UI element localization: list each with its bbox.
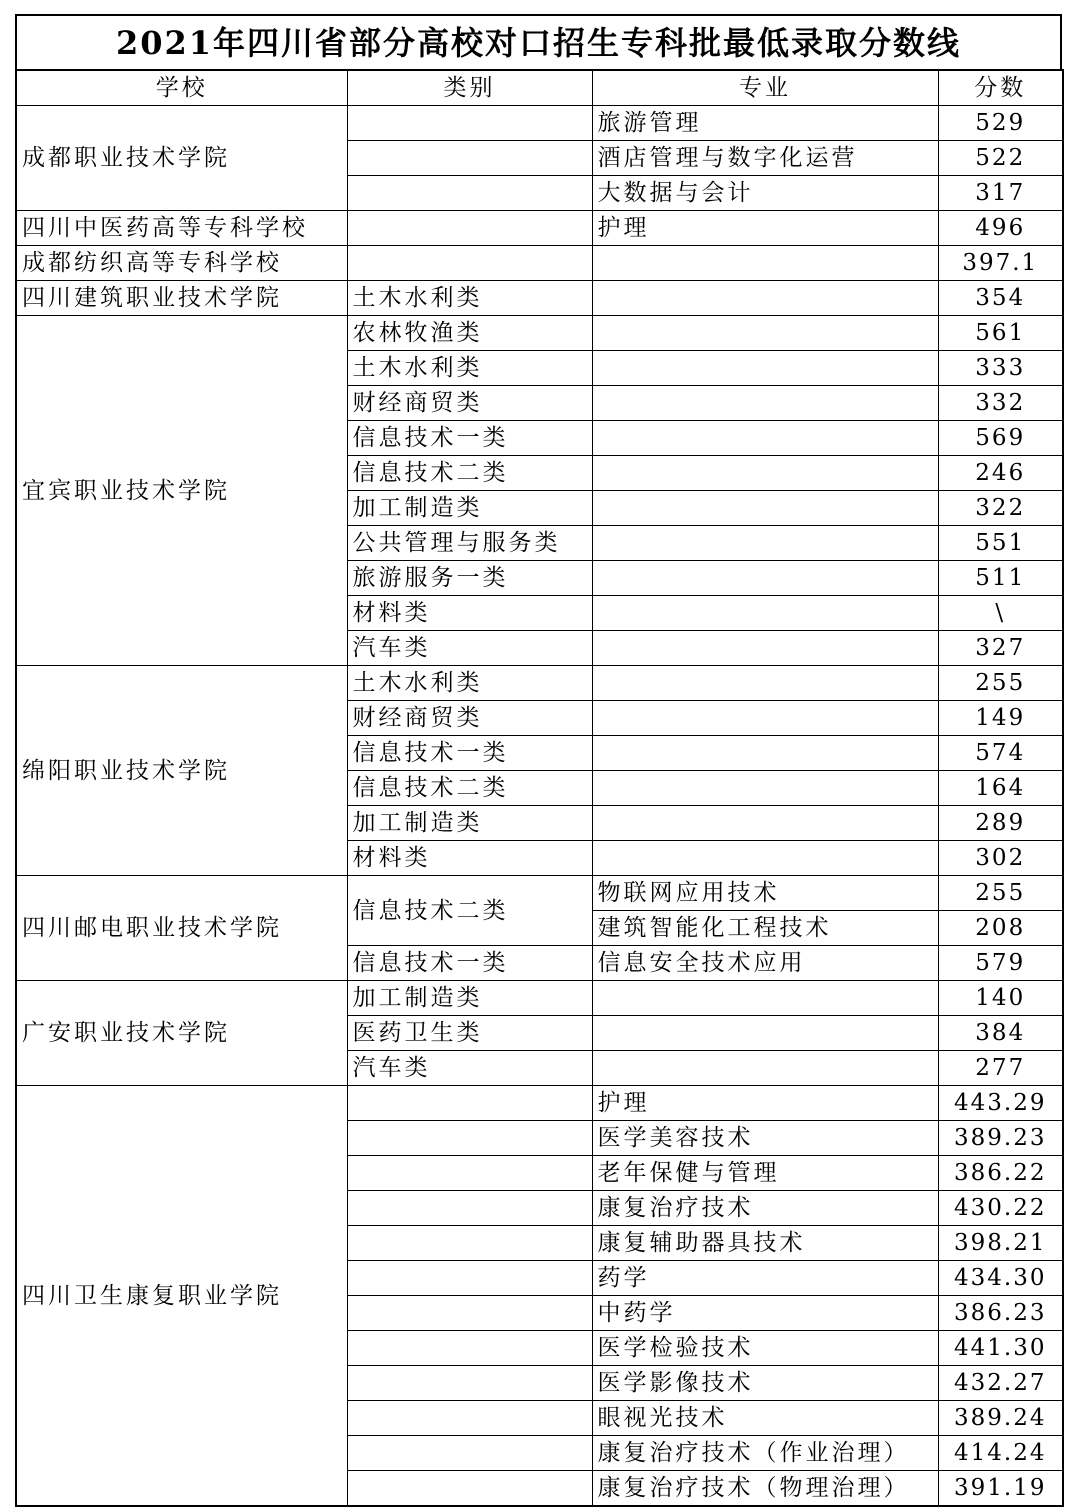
score-cell: 140 xyxy=(938,981,1063,1016)
major-cell: 中药学 xyxy=(592,1296,938,1331)
score-cell: 333 xyxy=(938,351,1063,386)
category-cell xyxy=(347,1436,592,1471)
score-cell: 289 xyxy=(938,806,1063,841)
category-cell: 信息技术一类 xyxy=(347,946,592,981)
category-cell: 信息技术一类 xyxy=(347,736,592,771)
major-cell: 医学检验技术 xyxy=(592,1331,938,1366)
score-cell: 327 xyxy=(938,631,1063,666)
score-cell: 561 xyxy=(938,316,1063,351)
score-cell: 432.27 xyxy=(938,1366,1063,1401)
category-cell xyxy=(347,1086,592,1121)
major-cell xyxy=(592,421,938,456)
major-cell xyxy=(592,806,938,841)
major-cell xyxy=(592,456,938,491)
school-cell: 广安职业技术学院 xyxy=(16,981,347,1086)
school-cell: 成都纺织高等专科学校 xyxy=(16,246,347,281)
major-cell: 药学 xyxy=(592,1261,938,1296)
score-cell: 397.1 xyxy=(938,246,1063,281)
major-cell xyxy=(592,561,938,596)
category-cell xyxy=(347,211,592,246)
major-cell: 康复治疗技术 xyxy=(592,1191,938,1226)
major-cell xyxy=(592,981,938,1016)
score-cell: 255 xyxy=(938,666,1063,701)
score-cell: 164 xyxy=(938,771,1063,806)
major-cell xyxy=(592,386,938,421)
school-cell: 四川卫生康复职业学院 xyxy=(16,1086,347,1507)
category-cell xyxy=(347,1471,592,1507)
score-cell: 414.24 xyxy=(938,1436,1063,1471)
major-cell: 医学美容技术 xyxy=(592,1121,938,1156)
category-cell: 财经商贸类 xyxy=(347,386,592,421)
category-cell: 汽车类 xyxy=(347,631,592,666)
score-cell: 574 xyxy=(938,736,1063,771)
table-row xyxy=(16,666,1063,701)
category-cell xyxy=(347,1191,592,1226)
category-cell: 土木水利类 xyxy=(347,666,592,701)
score-cell: 208 xyxy=(938,911,1063,946)
score-cell: 522 xyxy=(938,141,1063,176)
score-cell: 384 xyxy=(938,1016,1063,1051)
category-cell: 材料类 xyxy=(347,596,592,631)
score-cell: 434.30 xyxy=(938,1261,1063,1296)
category-cell: 信息技术一类 xyxy=(347,421,592,456)
score-cell: 529 xyxy=(938,106,1063,141)
category-cell: 信息技术二类 xyxy=(347,876,592,946)
score-cell: 354 xyxy=(938,281,1063,316)
major-cell: 大数据与会计 xyxy=(592,176,938,211)
category-cell: 旅游服务一类 xyxy=(347,561,592,596)
table-row xyxy=(16,876,1063,911)
page-title: 2021年四川省部分高校对口招生专科批最低录取分数线 xyxy=(15,14,1062,69)
header-school: 学校 xyxy=(16,70,347,106)
major-cell xyxy=(592,1016,938,1051)
category-cell xyxy=(347,1331,592,1366)
category-cell: 信息技术二类 xyxy=(347,771,592,806)
score-cell: 255 xyxy=(938,876,1063,911)
major-cell: 护理 xyxy=(592,211,938,246)
category-cell: 农林牧渔类 xyxy=(347,316,592,351)
school-cell: 宜宾职业技术学院 xyxy=(16,316,347,666)
category-cell: 公共管理与服务类 xyxy=(347,526,592,561)
score-cell: 386.23 xyxy=(938,1296,1063,1331)
score-cell: 322 xyxy=(938,491,1063,526)
category-cell: 加工制造类 xyxy=(347,806,592,841)
table-row xyxy=(16,281,1063,316)
school-cell: 四川邮电职业技术学院 xyxy=(16,876,347,981)
category-cell xyxy=(347,1401,592,1436)
category-cell: 土木水利类 xyxy=(347,351,592,386)
category-cell xyxy=(347,1366,592,1401)
school-cell: 成都职业技术学院 xyxy=(16,106,347,211)
table-row xyxy=(16,981,1063,1016)
table-body xyxy=(16,106,1063,1507)
major-cell: 眼视光技术 xyxy=(592,1401,938,1436)
major-cell xyxy=(592,771,938,806)
school-cell: 四川中医药高等专科学校 xyxy=(16,211,347,246)
header-row xyxy=(16,70,1063,106)
score-cell: 386.22 xyxy=(938,1156,1063,1191)
category-cell: 土木水利类 xyxy=(347,281,592,316)
major-cell xyxy=(592,841,938,876)
score-cell: 302 xyxy=(938,841,1063,876)
category-cell: 医药卫生类 xyxy=(347,1016,592,1051)
major-cell xyxy=(592,281,938,316)
major-cell: 物联网应用技术 xyxy=(592,876,938,911)
score-cell: 430.22 xyxy=(938,1191,1063,1226)
category-cell xyxy=(347,246,592,281)
table-row xyxy=(16,106,1063,141)
category-cell: 信息技术二类 xyxy=(347,456,592,491)
major-cell: 信息安全技术应用 xyxy=(592,946,938,981)
category-cell xyxy=(347,1156,592,1191)
category-cell xyxy=(347,1296,592,1331)
category-cell: 加工制造类 xyxy=(347,491,592,526)
category-cell xyxy=(347,1226,592,1261)
major-cell: 康复治疗技术（物理治理） xyxy=(592,1471,938,1507)
major-cell xyxy=(592,1051,938,1086)
major-cell xyxy=(592,631,938,666)
major-cell xyxy=(592,526,938,561)
score-sheet xyxy=(15,14,1062,1507)
category-cell xyxy=(347,141,592,176)
score-cell: 391.19 xyxy=(938,1471,1063,1507)
major-cell xyxy=(592,351,938,386)
score-cell: 332 xyxy=(938,386,1063,421)
score-cell: 398.21 xyxy=(938,1226,1063,1261)
major-cell xyxy=(592,246,938,281)
header-major: 专业 xyxy=(592,70,938,106)
major-cell: 老年保健与管理 xyxy=(592,1156,938,1191)
table-row xyxy=(16,211,1063,246)
category-cell: 财经商贸类 xyxy=(347,701,592,736)
category-cell xyxy=(347,106,592,141)
category-cell xyxy=(347,176,592,211)
header-category: 类别 xyxy=(347,70,592,106)
score-cell: 551 xyxy=(938,526,1063,561)
score-cell: 569 xyxy=(938,421,1063,456)
score-cell: 441.30 xyxy=(938,1331,1063,1366)
score-cell: 246 xyxy=(938,456,1063,491)
score-cell: 579 xyxy=(938,946,1063,981)
table-row xyxy=(16,1086,1063,1121)
major-cell xyxy=(592,316,938,351)
category-cell xyxy=(347,1121,592,1156)
major-cell: 建筑智能化工程技术 xyxy=(592,911,938,946)
major-cell xyxy=(592,666,938,701)
major-cell xyxy=(592,491,938,526)
score-cell: 317 xyxy=(938,176,1063,211)
score-cell: 149 xyxy=(938,701,1063,736)
category-cell: 加工制造类 xyxy=(347,981,592,1016)
score-cell: 277 xyxy=(938,1051,1063,1086)
score-cell: \ xyxy=(938,596,1063,631)
major-cell xyxy=(592,701,938,736)
major-cell: 酒店管理与数字化运营 xyxy=(592,141,938,176)
major-cell: 护理 xyxy=(592,1086,938,1121)
table-row xyxy=(16,316,1063,351)
school-cell: 绵阳职业技术学院 xyxy=(16,666,347,876)
school-cell: 四川建筑职业技术学院 xyxy=(16,281,347,316)
score-cell: 443.29 xyxy=(938,1086,1063,1121)
major-cell: 康复治疗技术（作业治理） xyxy=(592,1436,938,1471)
major-cell xyxy=(592,596,938,631)
category-cell xyxy=(347,1261,592,1296)
category-cell: 材料类 xyxy=(347,841,592,876)
score-cell: 496 xyxy=(938,211,1063,246)
score-table xyxy=(15,69,1064,1507)
major-cell: 康复辅助器具技术 xyxy=(592,1226,938,1261)
score-cell: 511 xyxy=(938,561,1063,596)
major-cell xyxy=(592,736,938,771)
major-cell: 旅游管理 xyxy=(592,106,938,141)
score-cell: 389.23 xyxy=(938,1121,1063,1156)
header-score: 分数 xyxy=(938,70,1063,106)
score-cell: 389.24 xyxy=(938,1401,1063,1436)
major-cell: 医学影像技术 xyxy=(592,1366,938,1401)
category-cell: 汽车类 xyxy=(347,1051,592,1086)
table-row xyxy=(16,246,1063,281)
